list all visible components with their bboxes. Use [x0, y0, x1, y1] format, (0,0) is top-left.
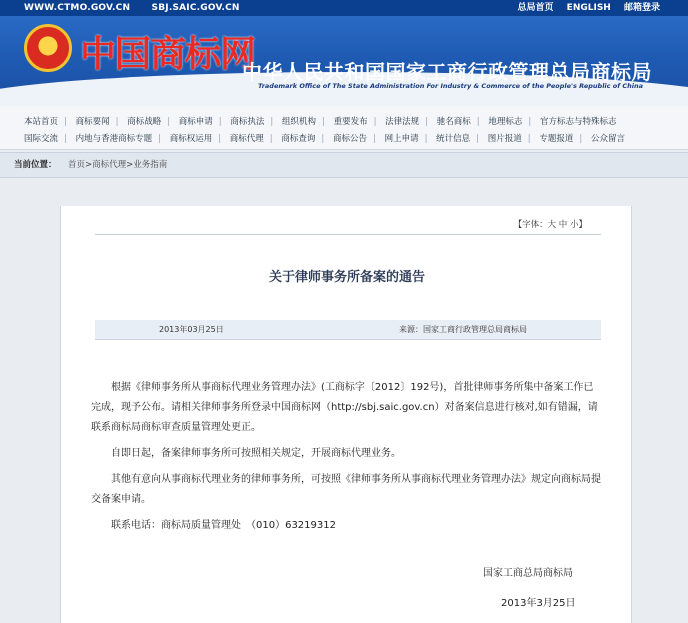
nav-item[interactable]: 本站首页	[24, 117, 59, 127]
divider	[95, 234, 601, 235]
nav-item[interactable]: 组织机构	[281, 117, 316, 127]
top-links	[508, 0, 660, 16]
site-url-saic[interactable]: SBJ.SAIC.GOV.CN	[151, 3, 240, 13]
nav-item[interactable]: 公众留言	[590, 134, 625, 144]
article-contact: 联系电话：商标局质量管理处 （010）63219312	[111, 520, 336, 531]
nav-item[interactable]: 商标申请	[178, 117, 213, 127]
nav-item[interactable]: 地理标志	[488, 117, 523, 127]
top-bar	[0, 0, 688, 16]
link-english[interactable]: ENGLISH	[566, 3, 611, 13]
nav-item[interactable]: 专题报道	[539, 134, 574, 144]
article-body	[91, 378, 601, 542]
article-paragraph: 根据《律师事务所从事商标代理业务管理办法》(工商标字〔2012〕192号)，首批律师事务所集中备案工作已完成，现予公布。请相关律师事务所登录中国商标网（http://sbj.saic.gov.cn）对备案信息进行核对,如有错漏，请联系商标局商标审查质量管理处更正。	[91, 382, 598, 433]
breadcrumb-label: 当前位置：	[14, 160, 57, 170]
nav-row-2: 国际交流 | 内地与香港商标专题 | 商标权运用 | 商标代理 | 商标查询 | 商标公告 | 网上申请 | 统计信息 | 图片报道 | 专题报道 | 公众留言	[24, 134, 625, 144]
nav-item[interactable]: 官方标志与特殊标志	[539, 117, 617, 127]
nav-item[interactable]: 商标执法	[230, 117, 265, 127]
article-panel	[60, 206, 632, 623]
font-size-selector[interactable]: 【字体：大 中 小】	[513, 220, 587, 230]
site-url-ctmo[interactable]: WWW.CTMO.GOV.CN	[24, 3, 131, 13]
org-name-cn: 中华人民共和国国家工商行政管理总局商标局	[242, 60, 652, 84]
article-title: 关于律师事务所备案的通告	[268, 270, 425, 285]
nav-item[interactable]: 图片报道	[487, 134, 522, 144]
signature-org: 国家工商总局商标局	[483, 568, 573, 579]
nav-item[interactable]: 商标公告	[332, 134, 367, 144]
article-paragraph: 自即日起，备案律师事务所可按照相关规定，开展商标代理业务。	[111, 448, 401, 459]
link-mail-login[interactable]: 邮箱登录	[623, 3, 660, 13]
nav-item[interactable]: 网上申请	[384, 134, 419, 144]
site-logo[interactable]: 中国商标网	[80, 33, 256, 75]
org-name-en: Trademark Office of The State Administration For Industry & Commerce of the People's Republic of China	[258, 82, 643, 90]
breadcrumb-path[interactable]: 首页>商标代理>业务指南	[68, 160, 168, 170]
nav-item[interactable]: 驰名商标	[436, 117, 471, 127]
main-nav	[0, 106, 688, 150]
nav-item[interactable]: 统计信息	[436, 134, 471, 144]
nav-item[interactable]: 商标查询	[281, 134, 316, 144]
nav-item[interactable]: 商标权运用	[169, 134, 213, 144]
breadcrumb	[0, 152, 688, 178]
national-emblem-icon: ★	[24, 24, 72, 72]
signature-date: 2013年3月25日	[501, 598, 576, 609]
nav-item[interactable]: 法律法规	[385, 117, 420, 127]
article-source: 来源：国家工商行政管理总局商标局	[399, 325, 527, 334]
article-date: 2013年03月25日	[159, 325, 224, 334]
nav-item[interactable]: 商标代理	[229, 134, 264, 144]
header-banner	[0, 16, 688, 106]
nav-item[interactable]: 商标要闻	[75, 117, 110, 127]
article-paragraph: 其他有意向从事商标代理业务的律师事务所，可按照《律师事务所从事商标代理业务管理办法》规定向商标局提交备案申请。	[91, 474, 601, 505]
article-info-bar	[95, 320, 601, 340]
nav-item[interactable]: 内地与香港商标专题	[75, 134, 153, 144]
nav-item[interactable]: 商标战略	[127, 117, 162, 127]
site-urls	[24, 0, 258, 16]
link-home-admin[interactable]: 总局首页	[517, 3, 554, 13]
nav-row-1: 本站首页 | 商标要闻 | 商标战略 | 商标申请 | 商标执法 | 组织机构 | 重要发布 | 法律法规 | 驰名商标 | 地理标志 | 官方标志与特殊标志	[24, 117, 617, 127]
nav-item[interactable]: 国际交流	[24, 134, 59, 144]
nav-item[interactable]: 重要发布	[333, 117, 368, 127]
